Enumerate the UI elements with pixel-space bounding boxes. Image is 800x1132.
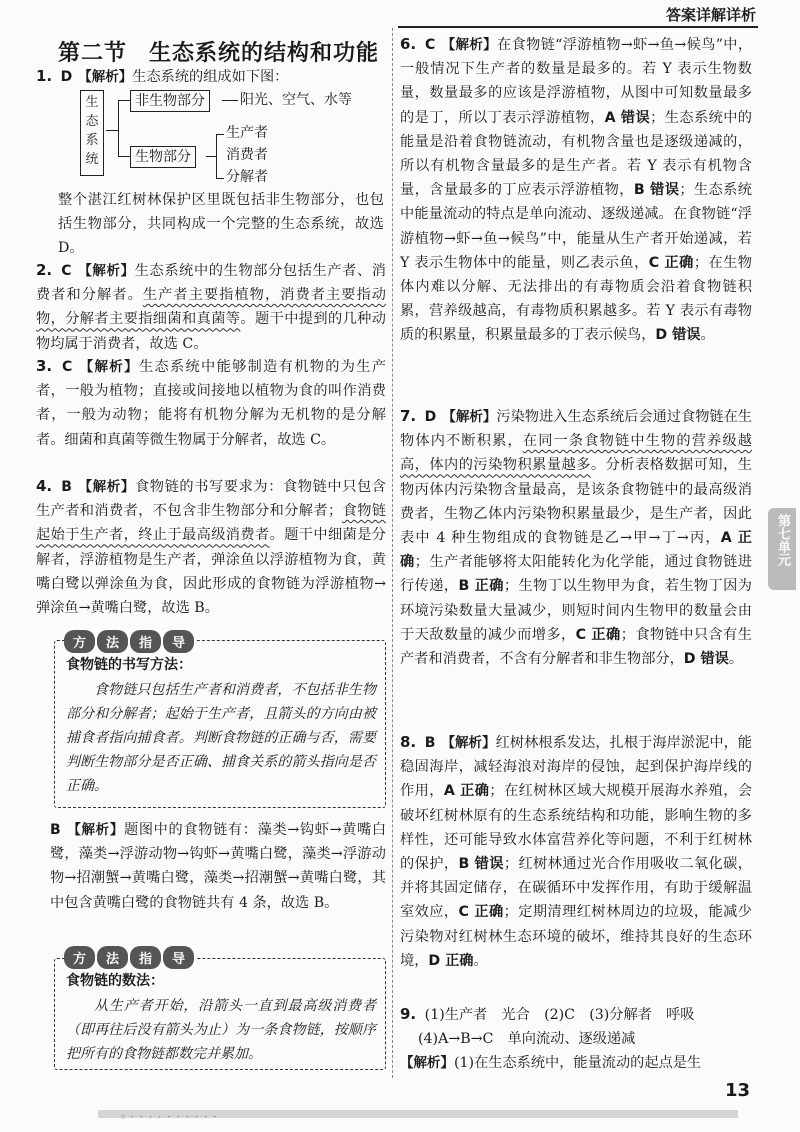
method-tip-content-1	[66, 654, 376, 798]
question-8: 8. B 【解析】红树林根系发达，扎根于海岸淤泥中，能稳固海岸，减轻海浪对海岸的侵蚀，起到保护海岸线的作用，A 正确；在红树林区域大规模开展海水养殖，会破坏红树林原有的生态系统结构和功能，影响生物的多样性，还可能导致水体富营养化等问题，不利于红树林的保护，B 错误；红树林通过光合作用吸收二氧化碳，并将其固定储存，在碳循环中发挥作用，有助于缓解温室效应，C 正确；定期清理红树林周边的垃圾，能减少污染物对红树林生态环境的破坏，维持其良好的生态环境，D 正确。	[400, 733, 752, 969]
question-1-conclusion	[58, 188, 384, 261]
answer-letter: D	[424, 409, 437, 425]
answer-letter: C	[61, 263, 72, 279]
method-tip-header: 方 法 指 导	[64, 946, 196, 968]
column-divider	[392, 28, 393, 1078]
key-point-underline: 生产者主要指植物，消费者主要指动物，分解者主要指细菌和真菌等	[36, 287, 386, 328]
answer-letter: B	[61, 479, 72, 495]
tip-subtitle: 食物链的数法：	[66, 973, 164, 989]
page-number: 13	[724, 1080, 750, 1101]
header-title: 答案详解详析	[665, 6, 756, 24]
question-number: 1.	[36, 67, 53, 85]
answer-line-2: (4)A→B→C 单向流动、逐级递减	[418, 1031, 636, 1048]
explanation-text: 生态系统的组成如下图：	[132, 69, 289, 85]
diagram-root-box	[80, 90, 104, 176]
question-6: 6. C 【解析】在食物链“浮游植物→虾→鱼→候鸟”中，一般情况下生产者的数量是最多的。若 Y 表示生物数量，数量最多的应该是浮游植物，从图中可知数量最多的是丁，所以丁表示浮游植物，A 错误；生态系统中的能量是沿着食物链流动，有机物含量也是逐级递减的，所以有机物含量最多的是生产者。若 Y 表示有机物含量，含量最多的丁应表示浮游植物，B 错误；生态系统中能量流动的特点是单向流动、逐级递减。在食物链“浮游植物→虾→鱼→候鸟”中，能量从生产者开始递减，若 Y 表示生物体中的能量，则乙表示鱼，C 正确；在生物体内难以分解、无法排出的有毒物质会沿着食物链积累，营养级越高，有毒物质积累越多。若 Y 表示有毒物质的积累量，积累量最多的丁表示候鸟，D 错误。	[400, 35, 753, 344]
section-number: 第二节	[58, 41, 128, 66]
unit-tab-label: 第七单元	[775, 514, 790, 566]
answer-letter: C	[425, 37, 436, 53]
header-rule	[398, 26, 758, 28]
answer-line-1: (1)生产者 光合 (2)C (3)分解者 呼吸	[424, 1007, 695, 1023]
question-7: 7. D 【解析】污染物进入生态系统后会通过食物链在生物体内不断积累，在同一条食物链中生物的营养级越高，体内的污染物积累量越多。分析表格数据可知，生物丙体内污染物含量最高，是该条食物链中的最高级消费者，生物乙体内污染物积累量最少，是生产者，因此表中 4 种生物组成的食物链是乙→甲→丁→丙，A 正确；生产者能够将太阳能转化为化学能，通过食物链进行传递，B 正确；生物丁以生物甲为食，若生物丁因为环境污染数量大量减少，则短时间内生物甲的数量会由于天敌数量的减少而增多，C 正确；食物链中只含有生产者和消费者，不含有分解者和非生物部分，D 错误。	[400, 407, 752, 668]
question-3: 3. C 【解析】生态系统中能够制造有机物的为生产者，一般为植物；直接或间接地以植物为食的叫作消费者，一般为动物；能将有机物分解为无机物的是分解者。细菌和真菌等微生物属于分解者，故选 C。	[36, 357, 387, 448]
tip-text: 从生产者开始，沿箭头一直到最高级消费者（即再往后没有箭头为止）为一条食物链，按顺序把所有的食物链都数完并累加。	[66, 998, 376, 1062]
answer-letter: B	[424, 735, 436, 751]
answer-letter: C	[62, 359, 73, 375]
explanation-text: 整个湛江红树林保护区里既包括非生物部分，也包括生物部分，共同构成一个完整的生态系统，故选 D。	[58, 192, 384, 257]
section-name: 生态系统的结构和功能	[149, 41, 380, 66]
diagram-abiotic-items: 阳光、空气、水等	[240, 92, 352, 108]
diagram-biotic-items: 生产者 消费者 分解者	[226, 125, 268, 185]
question-9: 9. (1)生产者 光合 (2)C (3)分解者 呼吸 (4)A→B→C 单向流动、逐级递减 【解析】(1)在生态系统中，能量流动的起点是生	[400, 1002, 752, 1076]
unit-side-tab	[768, 508, 796, 590]
question-2: 2. C 【解析】生态系统中的生物部分包括生产者、消费者和分解者。生产者主要指植物，消费者主要指动物，分解者主要指细菌和真菌等。题干中提到的几种动物均属于消费者，故选 C。	[36, 261, 386, 352]
section-title	[58, 36, 401, 67]
diagram-abiotic-box: 非生物部分	[130, 90, 210, 112]
diagram-biotic-box: 生物部分	[130, 146, 196, 168]
key-point-underline: 食物链起始于生产者，终止于最高级消费者	[36, 503, 386, 544]
method-tip-content-2	[66, 970, 376, 1066]
method-tip-header: 方 法 指 导	[64, 630, 196, 652]
footer-text: ☆ ・ ・ ・ ・ ・ ・ ・ ・ ・ ・	[120, 1113, 219, 1121]
key-point-underline: 在同一条食物链中生物的营养级越高，体内的污染物积累量越多	[400, 433, 752, 474]
ecosystem-diagram	[80, 88, 380, 188]
tip-subtitle: 食物链的书写方法：	[66, 657, 192, 673]
tip-text: 食物链只包括生产者和消费者，不包括非生物部分和分解者；起始于生产者，且箭头的方向由被捕食者指向捕食者。判断食物链的正确与否，需要判断生物部分是否正确、捕食关系的箭头指向是否正确。	[66, 682, 376, 794]
question-5: B 【解析】题图中的食物链有：藻类→钩虾→黄嘴白鹭，藻类→浮游动物→钩虾→黄嘴白鹭，藻类→浮游动物→招潮蟹→黄嘴白鹭，藻类→招潮蟹→黄嘴白鹭，其中包含黄嘴白鹭的食物链共有 4 条，故选 B。	[50, 822, 387, 911]
answer-letter: D	[60, 69, 73, 85]
diagram-root-label: 生态系统	[85, 95, 99, 167]
answer-letter: B	[50, 822, 61, 838]
question-1	[36, 64, 386, 89]
question-4: 4. B 【解析】食物链的书写要求为：食物链中只包含生产者和消费者，不包含非生物部分和分解者；食物链起始于生产者，终止于最高级消费者。题干中细菌是分解者，浮游植物是生产者，弹涂鱼以浮游植物为食，黄嘴白鹭以弹涂鱼为食，因此形成的食物链为浮游植物→弹涂鱼→黄嘴白鹭，故选 B。	[36, 477, 386, 617]
analysis-tag: 【解析】	[78, 69, 133, 85]
